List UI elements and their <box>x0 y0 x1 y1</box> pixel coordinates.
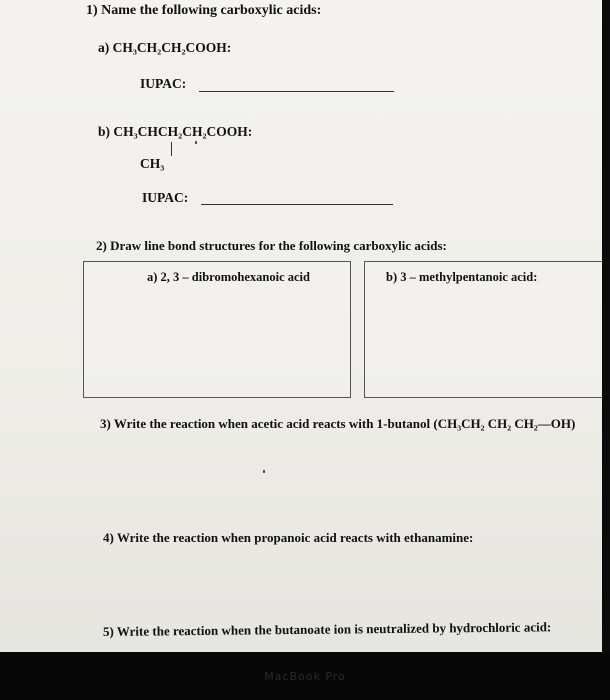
q1b-answer-line[interactable] <box>201 204 393 205</box>
screen-bezel-right <box>602 0 610 700</box>
pen-mark <box>195 141 197 144</box>
q2b-label: b) 3 – methylpentanoic acid: <box>386 270 538 284</box>
q1a-iupac-label: IUPAC: <box>140 76 187 91</box>
q4-text: 4) Write the reaction when propanoic acid reacts with ethanamine: <box>103 530 474 545</box>
pen-mark <box>263 470 265 473</box>
q2-heading: 2) Draw line bond structures for the following carboxylic acids: <box>96 238 447 253</box>
bezel-brand-label: MacBook Pro <box>264 670 346 683</box>
q2a-drawing-box[interactable] <box>83 261 351 398</box>
q2a-label: a) 2, 3 – dibromohexanoic acid <box>147 270 310 284</box>
q1b-branch: CH₃ <box>140 156 165 171</box>
q1b-branch-bond <box>171 142 172 156</box>
q2b-drawing-box[interactable] <box>364 261 602 398</box>
q1b-iupac-label: IUPAC: <box>142 190 189 205</box>
q1a-answer-line[interactable] <box>199 91 394 92</box>
q1b-formula: b) CH₃CHCH₂CH₂COOH: <box>98 124 253 139</box>
q5-text: 5) Write the reaction when the butanoate ion is neutralized by hydrochloric acid: <box>102 619 552 639</box>
q1-heading: 1) Name the following carboxylic acids: <box>86 3 322 18</box>
q3-text: 3) Write the reaction when acetic acid reacts with 1-butanol (CH₃CH₂ CH₂ CH₂—OH) <box>100 416 576 431</box>
q1a-formula: a) CH₃CH₂CH₂COOH: <box>98 40 232 55</box>
